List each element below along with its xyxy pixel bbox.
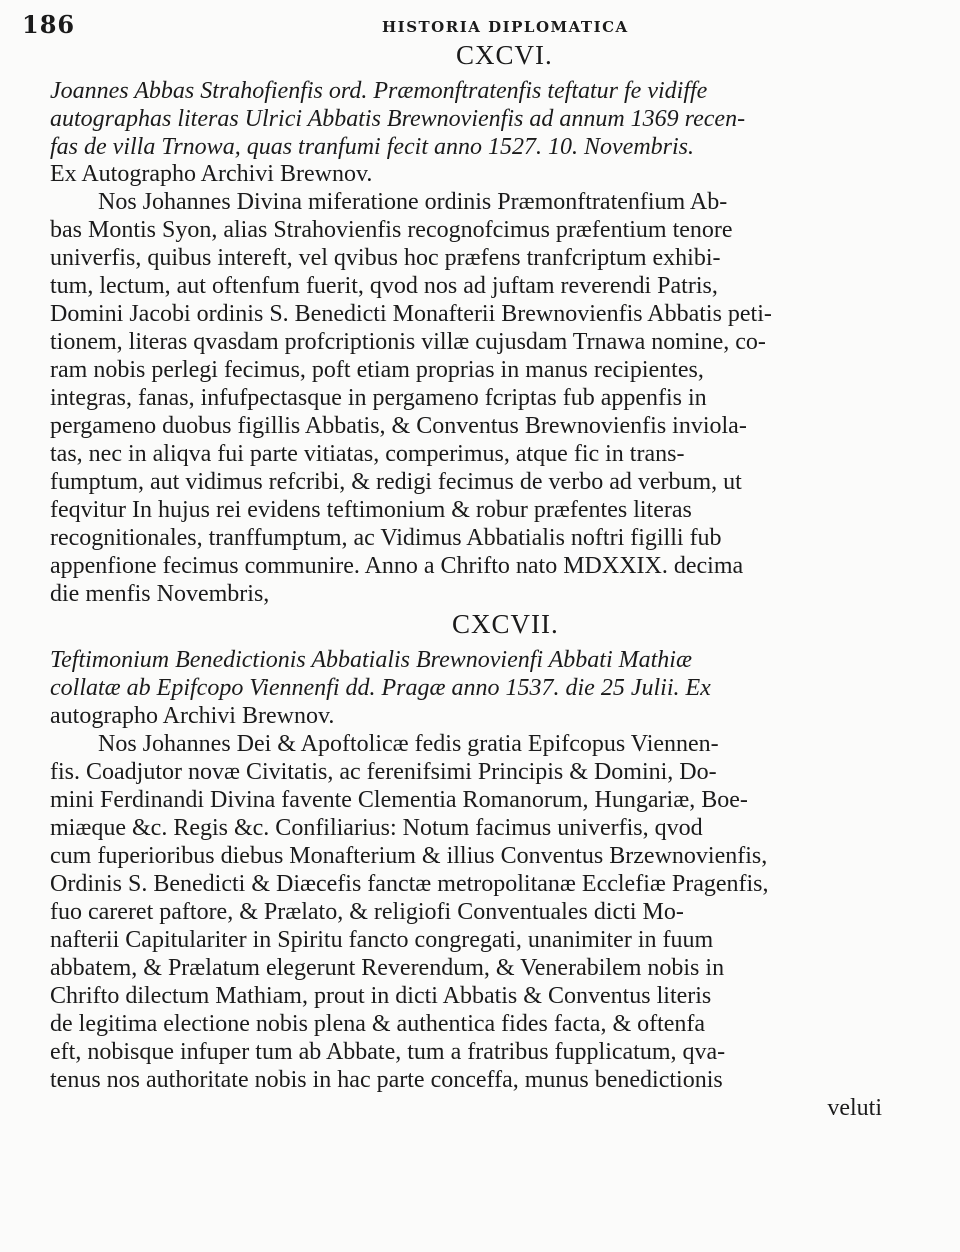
text-line: integras, fanas, infufpectasque in pergameno fcriptas fub appenfis in	[50, 385, 707, 411]
text-line: cum fuperioribus diebus Monafterium & illius Conventus Brzewnovienfis,	[50, 843, 768, 869]
text-line: die menfis Novembris,	[50, 581, 270, 607]
text-line: fis. Coadjutor novæ Civitatis, ac ferenifsimi Principis & Domini, Do-	[50, 759, 717, 785]
summary-line: autographas literas Ulrici Abbatis Brewnovienfis ad annum 1369 recen-	[50, 106, 746, 132]
text-line: nafterii Capitulariter in Spiritu fancto congregati, unanimiter in fuum	[50, 927, 714, 953]
summary-line: collatæ ab Epifcopo Viennenfi dd. Pragæ anno 1537. die 25 Julii. Ex	[50, 675, 711, 701]
source-line: autographo Archivi Brewnov.	[50, 703, 335, 729]
text-line: tenus nos authoritate nobis in hac parte conceffa, munus benedictionis	[50, 1067, 723, 1093]
text-line: eft, nobisque infuper tum ab Abbate, tum a fratribus fupplicatum, qva-	[50, 1039, 726, 1065]
text-line: bas Montis Syon, alias Strahovienfis recognofcimus præfentium tenore	[50, 217, 733, 243]
text-line: de legitima electione nobis plena & authentica fides facta, & oftenfa	[50, 1011, 706, 1037]
text-line: feqvitur In hujus rei evidens teftimonium & robur præfentes literas	[50, 497, 692, 523]
text-line: Nos Johannes Dei & Apoftolicæ fedis gratia Epifcopus Viennen-	[98, 731, 719, 757]
text-line: Nos Johannes Divina miferatione ordinis Præmonftratenfium Ab-	[98, 189, 728, 215]
running-title: HISTORIA DIPLOMATICA	[382, 18, 629, 36]
text-line: miæque &c. Regis &c. Confiliarius: Notum facimus univerfis, qvod	[50, 815, 703, 841]
summary-line: Joannes Abbas Strahofienfis ord. Præmonftratenfis teftatur fe vidiffe	[50, 78, 708, 104]
catchword: veluti	[827, 1095, 882, 1121]
text-line: ram nobis perlegi fecimus, poft etiam proprias in manus recipientes,	[50, 357, 704, 383]
text-line: tas, nec in aliqva fui parte vitiatas, comperimus, atque fic in trans-	[50, 441, 685, 467]
text-line: recognitionales, tranffumptum, ac Vidimus Abbatialis noftri figilli fub	[50, 525, 722, 551]
text-line: univerfis, quibus intereft, vel qvibus hoc præfens tranfcriptum exhibi-	[50, 245, 721, 271]
document-heading: CXCVII.	[452, 609, 559, 639]
text-line: abbatem, & Prælatum elegerunt Reverendum, & Venerabilem nobis in	[50, 955, 725, 981]
text-line: appenfione fecimus communire. Anno a Chrifto nato MDXXIX. decima	[50, 553, 744, 579]
text-line: mini Ferdinandi Divina favente Clementia Romanorum, Hungariæ, Boe-	[50, 787, 748, 813]
summary-line: fas de villa Trnowa, quas tranfumi fecit anno 1527. 10. Novembris.	[50, 134, 695, 160]
source-line: Ex Autographo Archivi Brewnov.	[50, 161, 373, 187]
text-line: fuo careret paftore, & Prælato, & religiofi Conventuales dicti Mo-	[50, 899, 684, 925]
text-line: Chrifto dilectum Mathiam, prout in dicti Abbatis & Conventus literis	[50, 983, 712, 1009]
text-line: fumptum, aut vidimus refcribi, & redigi fecimus de verbo ad verbum, ut	[50, 469, 742, 495]
document-heading: CXCVI.	[456, 40, 553, 70]
text-line: pergameno duobus figillis Abbatis, & Conventus Brewnovienfis inviola-	[50, 413, 747, 439]
summary-line: Teftimonium Benedictionis Abbatialis Brewnovienfi Abbati Mathiæ	[50, 647, 692, 673]
running-head	[22, 10, 922, 40]
text-line: tum, lectum, aut oftenfum fuerit, qvod nos ad juftam reverendi Patris,	[50, 273, 718, 299]
text-line: Domini Jacobi ordinis S. Benedicti Monafterii Brewnovienfis Abbatis peti-	[50, 301, 772, 327]
text-line: tionem, literas qvasdam profcriptionis villæ cujusdam Trnawa nomine, co-	[50, 329, 766, 355]
text-line: Ordinis S. Benedicti & Diæcefis fanctæ metropolitanæ Ecclefiæ Pragenfis,	[50, 871, 769, 897]
page-number: 186	[22, 10, 76, 39]
